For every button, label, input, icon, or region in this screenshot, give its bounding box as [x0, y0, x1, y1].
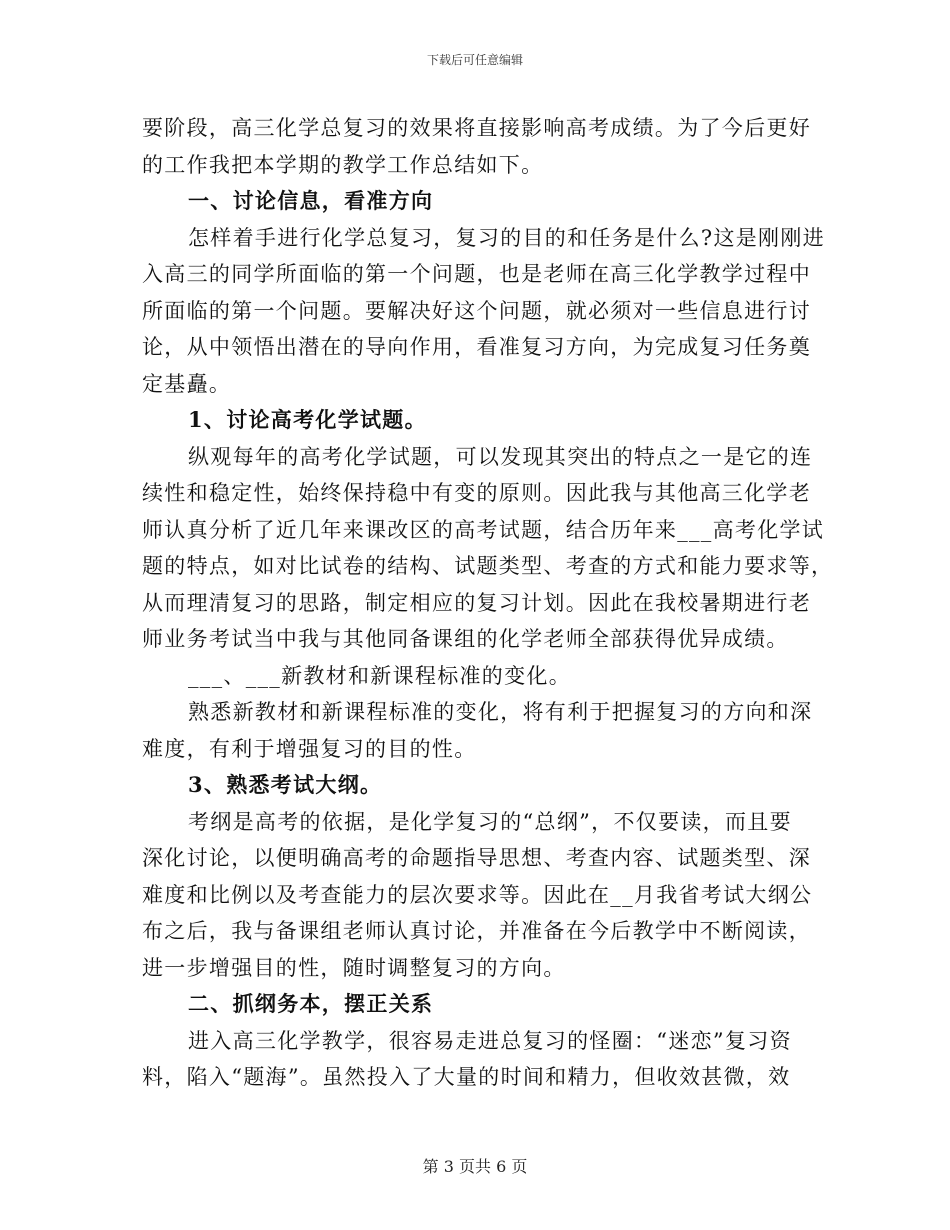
text-line: 定基矗。	[142, 371, 232, 396]
text-line: 师业务考试当中我与其他同备课组的化学老师全部获得优异成绩。	[142, 627, 789, 651]
subsection-heading: 3、熟悉考试大纲。	[188, 772, 383, 797]
text-line: 料，陷入“题海”。虽然投入了大量的时间和精力，但收效甚微，效	[142, 1065, 791, 1089]
text-line: 纵观每年的高考化学试题，可以发现其突出的特点之一是它的连	[188, 444, 813, 469]
text-line: 题的特点，如对比试卷的结构、试题类型、考查的方式和能力要求等，	[142, 554, 834, 578]
text-line: 师认真分析了近几年来课改区的高考试题，结合历年来___高考化学试	[142, 517, 825, 542]
text-line: 要阶段，高三化学总复习的效果将直接影响高考成绩。为了今后更好	[142, 116, 811, 140]
text-line: 考纲是高考的依据，是化学复习的“总纲”，不仅要读，而且要	[188, 809, 792, 834]
text-line: 难度，有利于增强复习的目的性。	[142, 736, 477, 761]
section-heading: 二、抓纲务本，摆正关系	[188, 991, 434, 1016]
text-line: 所面临的第一个问题。要解决好这个问题，就必须对一些信息进行讨	[142, 298, 811, 323]
text-line: 入高三的同学所面临的第一个问题，也是老师在高三化学教学过程中	[142, 262, 811, 286]
text-line: 怎样着手进行化学总复习，复习的目的和任务是什么?这是刚刚进	[188, 225, 825, 250]
text-line: 难度和比例以及考查能力的层次要求等。因此在__月我省考试大纲公	[142, 882, 813, 907]
text-line: 进入高三化学教学，很容易走进总复习的怪圈：“迷恋”复习资	[188, 1028, 792, 1053]
document-body	[142, 110, 834, 1096]
text-line: 进一步增强目的性，随时调整复习的方向。	[142, 955, 566, 980]
subsection-heading: 1、讨论高考化学试题。	[188, 407, 427, 432]
subsection-heading: ___、___新教材和新课程标准的变化。	[188, 663, 571, 688]
text-line: 的工作我把本学期的教学工作总结如下。	[142, 152, 544, 177]
text-line: 布之后，我与备课组老师认真讨论，并准备在今后教学中不断阅读，	[142, 919, 811, 943]
section-heading: 一、讨论信息，看准方向	[188, 188, 434, 213]
text-line: 续性和稳定性，始终保持稳中有变的原则。因此我与其他高三化学老	[142, 481, 811, 505]
text-line: 论，从中领悟出潜在的导向作用，看准复习方向，为完成复习任务奠	[142, 335, 811, 359]
text-line: 深化讨论，以便明确高考的命题指导思想、考查内容、试题类型、深	[142, 846, 811, 870]
page-header: 下载后可任意编辑	[426, 53, 523, 67]
text-line: 熟悉新教材和新课程标准的变化，将有利于把握复习的方向和深	[188, 700, 813, 724]
page-footer: 第 3 页共 6 页	[422, 1157, 528, 1176]
text-line: 从而理清复习的思路，制定相应的复习计划。因此在我校暑期进行老	[142, 590, 811, 615]
